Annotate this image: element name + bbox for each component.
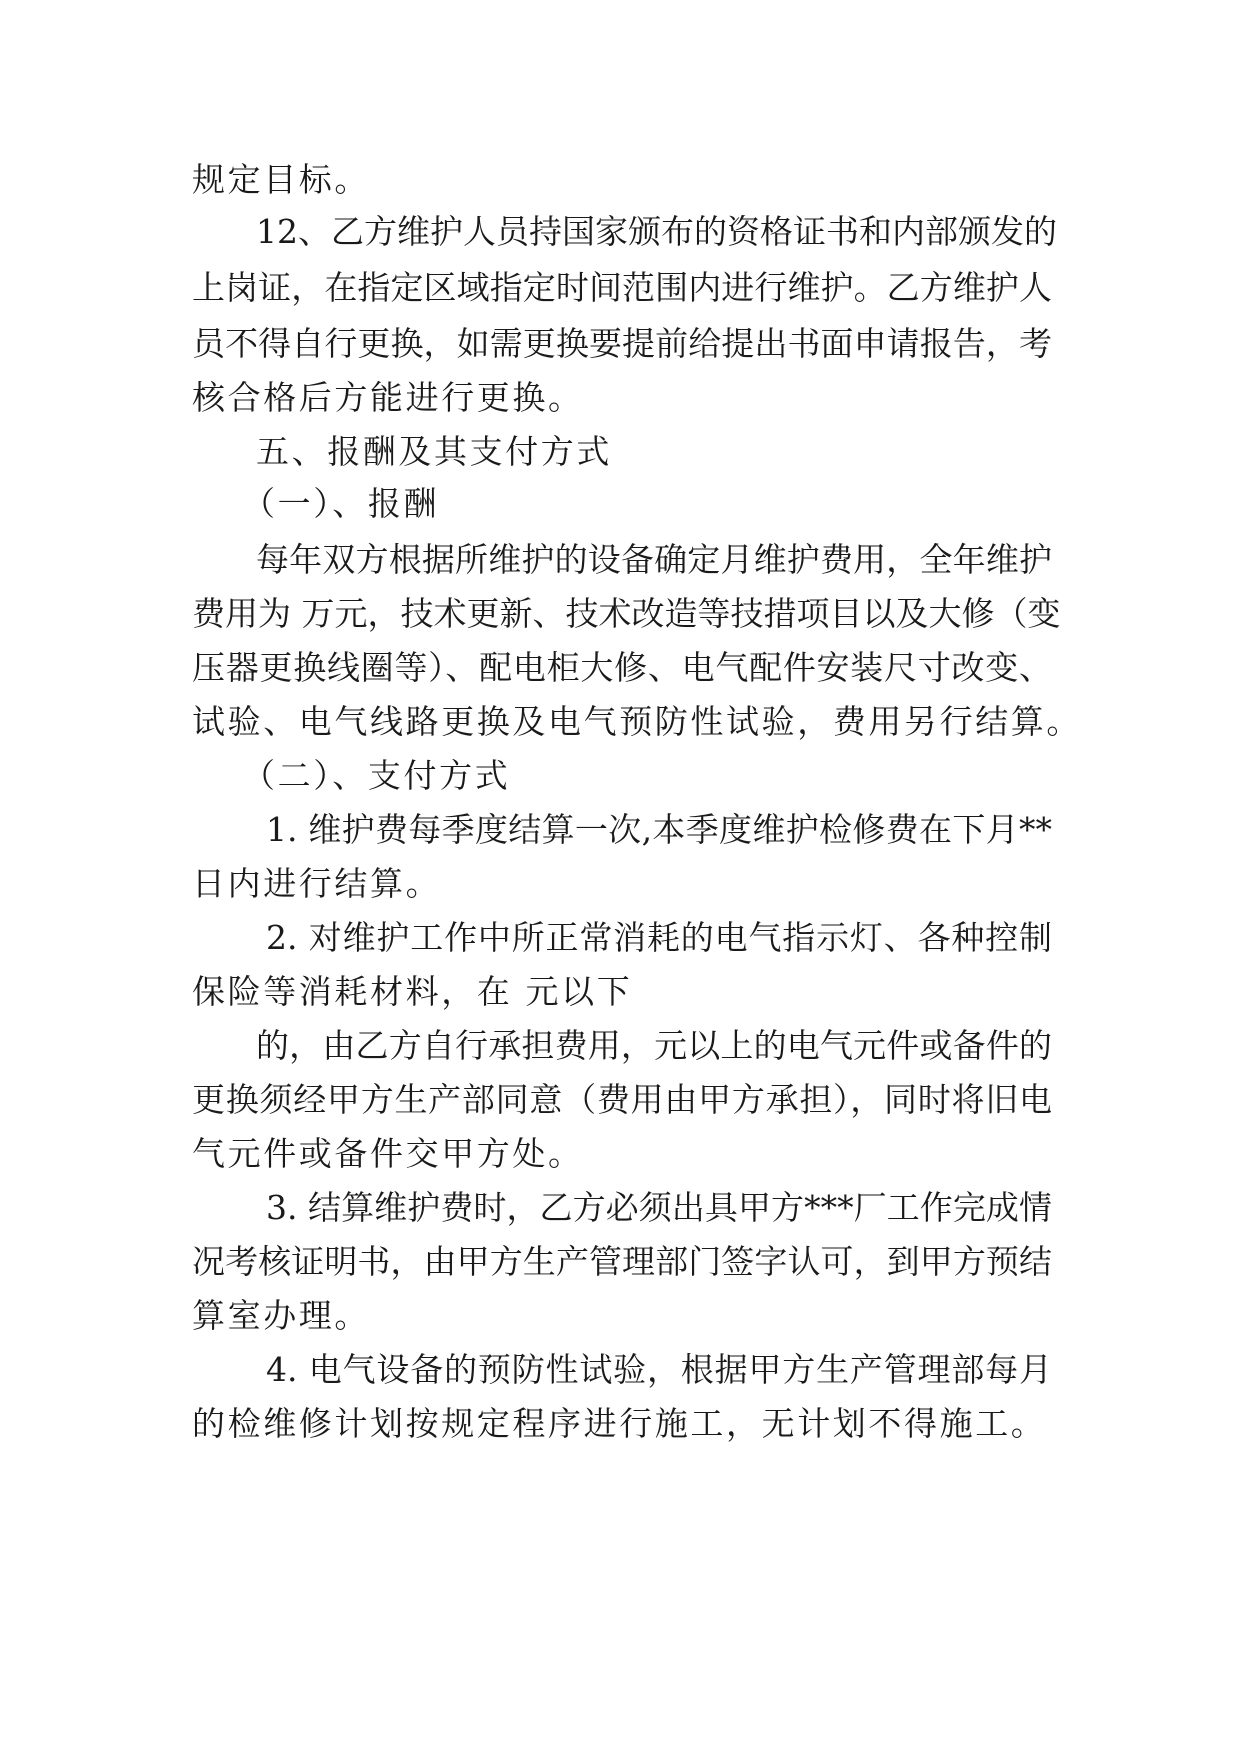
text-line-23: 4. 电气设备的预防性试验，根据甲方生产管理部每月	[266, 1350, 1052, 1389]
text-line-18: 更换须经甲方生产部同意（费用由甲方承担），同时将旧电	[192, 1080, 1052, 1119]
text-line-21: 况考核证明书，由甲方生产管理部门签字认可，到甲方预结	[192, 1242, 1052, 1281]
text-line-15: 2. 对维护工作中所正常消耗的电气指示灯、各种控制	[266, 918, 1052, 957]
text-line-4: 员不得自行更换，如需更换要提前给提出书面申请报告，考	[192, 324, 1052, 363]
text-line-11: 试验、电气线路更换及电气预防性试验，费用另行结算。	[192, 702, 1082, 741]
text-line-17: 的，由乙方自行承担费用，元以上的电气元件或备件的	[256, 1026, 1052, 1065]
text-line-13: 1. 维护费每季度结算一次,本季度维护检修费在下月**	[266, 810, 1052, 849]
subsection-heading-1: （一）、报酬	[242, 484, 440, 523]
text-line-5: 核合格后方能进行更换。	[192, 378, 584, 417]
text-line-22: 算室办理。	[192, 1296, 370, 1335]
text-line-1: 规定目标。	[192, 160, 370, 199]
text-line-20: 3. 结算维护费时，乙方必须出具甲方***厂工作完成情	[266, 1188, 1052, 1227]
text-line-14: 日内进行结算。	[192, 864, 442, 903]
text-line-16: 保险等消耗材料，在 元以下	[192, 972, 633, 1011]
text-line-3: 上岗证，在指定区域指定时间范围内进行维护。乙方维护人	[192, 268, 1052, 307]
subsection-heading-2: （二）、支付方式	[242, 756, 511, 795]
text-line-9: 费用为 万元，技术更新、技术改造等技措项目以及大修（变	[192, 594, 1061, 633]
text-line-19: 气元件或备件交甲方处。	[192, 1134, 584, 1173]
section-heading-5: 五、报酬及其支付方式	[256, 432, 612, 471]
text-line-2: 12、乙方维护人员持国家颁布的资格证书和内部颁发的	[256, 212, 1057, 251]
text-line-8: 每年双方根据所维护的设备确定月维护费用，全年维护	[256, 540, 1052, 579]
text-line-10: 压器更换线圈等）、配电柜大修、电气配件安装尺寸改变、	[192, 648, 1052, 687]
text-line-24: 的检维修计划按规定程序进行施工，无计划不得施工。	[192, 1404, 1047, 1443]
